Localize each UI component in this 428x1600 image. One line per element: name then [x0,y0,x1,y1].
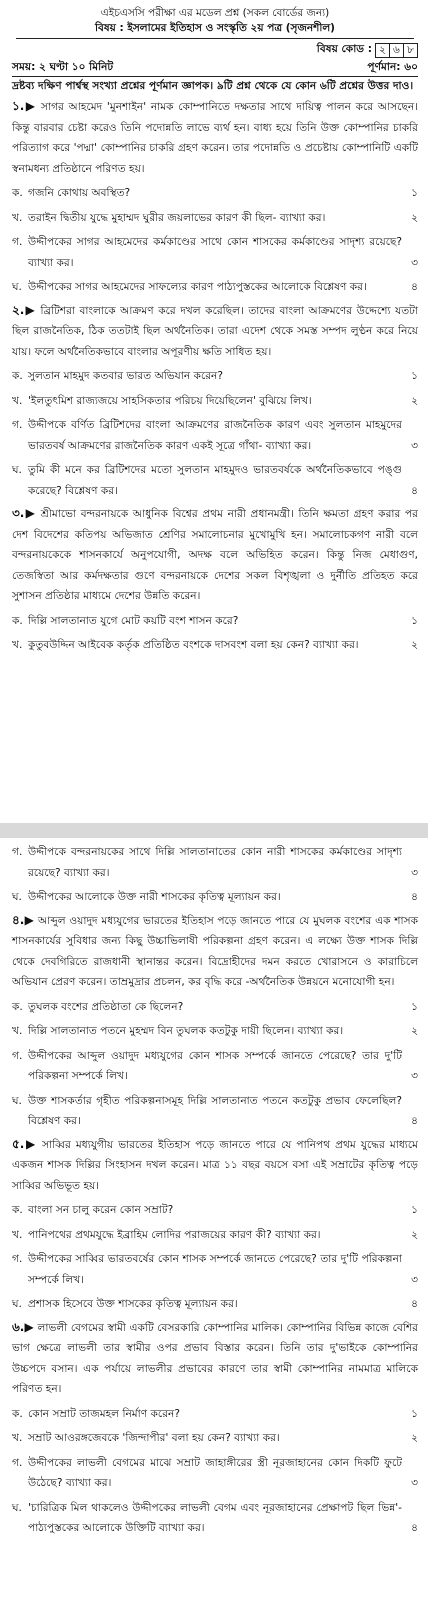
sub-question [12,1200,418,1221]
sub-question-text: তরাইন দ্বিতীয় যুদ্ধে মুহাম্মদ ঘুরীর জয়লাভের কারণ কী ছিল- ব্যাখ্যা কর। [28,211,326,224]
sub-question-mark: ৩ [411,1477,418,1489]
sub-question-label: ঘ. [12,1094,22,1107]
sub-question-text: সম্রাট আওরঙ্গজেবকে 'জিন্দাপীর' বলা হয় কেন? ব্যাখ্যা কর। [28,1432,280,1444]
sub-question-label: ক. [12,1204,23,1216]
question-stem [12,96,418,179]
sub-question-mark: ২ [411,211,418,224]
question-block [12,910,418,1132]
sub-question [12,1225,418,1246]
stem-text: আব্দুল ওয়াদুদ মধ্যযুগের ভারতের ইতিহাস পড়ে জানতে পারে যে মুঘলক বংশের এক শাসক শাসনকার্যের সুবিধার জন্য কিছু উচ্চাভিলাষী পরিকল্পনা গ্রহণ করেন। এ লক্ষ্যে উক্ত শাসক দিল্লি থেকে দেবগিরিতে রাজধানী স্থানান্তর করেন। বিদ্রোহীদের দমন করতে খোরাসনে ও কারাচিলে অভিযান প্রেরণ করেন। তাম্রমুদ্রার প্রচলন, কর বৃদ্ধি করে -অর্থনৈতিক উন্নয়নে মনোযোগী হন। [12,914,418,988]
sub-question-label: খ. [12,394,23,407]
sub-question-label: গ. [12,1456,23,1469]
sub-question-text: গজনি কোথায় অবস্থিত? [28,187,131,199]
sub-question [12,1249,418,1290]
question-block [12,300,418,502]
sub-question-mark: ৩ [411,1070,418,1082]
sub-question-text: কুতুবউদ্দিন আইবেক কর্তৃক প্রতিষ্ঠিত বংশকে দাসবংশ বলা হয় কেন? ব্যাখ্যা কর। [28,639,359,651]
sub-question-text: বাংলা সন চালু করেন কোন সম্রাট? [28,1204,174,1216]
sub-question [12,415,418,456]
exam-time: সময়: ২ ঘণ্টা ১০ মিনিট [12,61,114,73]
sub-question-mark: ৪ [411,1522,418,1534]
sub-question-label: ক. [12,187,23,199]
stem-text: শ্রীমাভো বন্দরনায়কে আধুনিক বিশ্বের প্রথম নারী প্রধানমন্ত্রী। তিনি ক্ষমতা গ্রহণ করার পর দেশ বিদেশের কতিপয় অভিজাত শ্রেণির সমালোচনার মুখোমুখি হন। সমালোচকগণ নারী বলে বন্দরনায়কেকে শাসনকার্যে অনুপযোগী, অদক্ষ বলে অভিহিত করেন। কিন্তু নিজ মেধাগুণ, তেজস্বিতা আর কর্মদক্ষতার গুণে বন্দরনায়কে দেশের সকল বিশৃঙ্খলা ও দুর্নীতি প্রতিহত করে সুশাসন প্রতিষ্ঠার মাধ্যমে দেশের উন্নতি করেন। [12,508,418,602]
sub-question-text: উদ্দীপকে বন্দরনায়কের সাথে দিল্লি সালতানাতের কোন নারী শাসকের কর্মকাণ্ডের সাদৃশ্য রয়েছে? ব্যাখ্যা কর। [28,846,402,879]
question-block [12,503,418,656]
question-block [12,1317,418,1539]
sub-question-label: খ. [12,1025,23,1037]
sub-question-mark: ২ [411,394,418,407]
sub-question-text: উক্ত শাসকর্তার গৃহীত পরিকল্পনাসমূহ দিল্লি সালতানাত পতনে কতটুকু প্রভাব ফেলেছিল? বিশ্লেষণ কর। [28,1094,402,1127]
sub-question-text: উদ্দীপকের আব্দুল ওয়াদুদ মধ্যযুগের কোন শাসক সম্পর্কে জানতে পেরেছে? তার দু'টি পরিকল্পনা সম্পর্কে লিখ। [28,1049,402,1082]
sub-question-text: উদ্দীপকে বর্ণিত ব্রিটিশদের বাংলা আক্রমণের রাজনৈতিক কারণ এবং সুলতান মাহমুদের ভারতবর্ষ আক্রমণের রাজনৈতিক কারণ একই সূত্রে গাঁথা- ব্যাখ্যা কর। [28,419,402,452]
sub-question-label: ক. [12,370,23,382]
question-number: ২.▶ [12,302,36,317]
sub-question-text: প্রশাসক হিসেবে উক্ত শাসকের কৃতিত্ব মূল্যায়ন কর। [28,1298,238,1310]
sub-question-text: উদ্দীপকের আলোকে উক্ত নারী শাসকের কৃতিত্ব মূল্যায়ন কর। [28,891,281,903]
subject-code-row [12,43,418,57]
sub-question-mark: ৩ [411,866,418,879]
sub-question-label: ঘ. [12,891,22,903]
sub-question-mark: ২ [411,1228,418,1241]
sub-question-text: উদ্দীপকের লাভলী বেগমের মাঝে সম্রাট জাহাঙ্গীরের স্ত্রী নূরজাহানের কোন দিকটি ফুটে উঠেছে? ব্যাখ্যা কর। [28,1456,402,1489]
sub-question-mark: ১ [411,1407,418,1420]
question-stem [12,1317,418,1400]
question-stem [12,1134,418,1197]
sub-question-label: খ. [12,1432,23,1444]
sub-question-mark: ২ [411,639,418,651]
sub-question-mark: ১ [411,1000,418,1013]
sub-question-mark: ৪ [411,1298,418,1310]
sub-question-mark: ১ [411,370,418,382]
sub-question [12,1428,418,1449]
sub-question-label: গ. [12,846,23,858]
sub-question-mark: ১ [411,1204,418,1216]
sub-question [12,1046,418,1087]
sub-question-text: দিল্লি সালতানাত যুগে মোট কয়টি বংশ শাসন করে? [28,614,239,627]
sub-question-text: 'ইলতুৎমিশ রাজ্যজয়ে সাহসিকতার পরিচয় দিয়েছিলেন' বুঝিয়ে লিখ। [28,394,312,407]
subject-code-digit: ৬ [389,43,404,58]
sub-question-label: ঘ. [12,464,22,476]
sub-question-label: ক. [12,614,23,627]
sub-question-mark: ২ [411,1025,418,1037]
sub-question-text: 'চারিত্রিক মিল থাকলেও উদ্দীপকের লাভলী বেগম এবং নূরজাহানের প্রেক্ষাপট ছিল ভিন্ন'- পাঠ্যপুস্তকের আলোকে উক্তিটি ব্যাখ্যা কর। [28,1501,402,1534]
sub-question-mark: ৪ [411,281,418,293]
sub-question [12,1404,418,1425]
sub-question-mark: ৩ [411,256,418,269]
sub-question-text: উদ্দীপকের সাব্বির ভারতবর্ষের কোন শাসক সম্পর্কে জানতে পেরেছে? তার দু'টি পরিকল্পনা সম্পর্কে লিখ। [28,1253,402,1286]
sub-question-label: খ. [12,211,23,224]
sub-question-label: খ. [12,1228,23,1241]
question-block [12,1134,418,1315]
question-number: ৬.▶ [12,1319,34,1334]
sub-question-text: তুমি কী মনে কর ব্রিটিশদের মতো সুলতান মাহমুদও ভারতবর্ষকে অর্থনৈতিকভাবে পঙ্গু করেছে? বিশ্লেষণ কর। [28,464,402,497]
sub-question [12,887,418,908]
sub-question [12,1091,418,1132]
stem-text: সাব্বির মধ্যযুগীয় ভারতের ইতিহাস পড়ে জানতে পারে যে পানিপথ প্রথম যুদ্ধের মাধ্যমে একজন শাসক দিল্লির সিংহাসন দখল করেন। মাত্র ১১ বছর বয়সে বসা এই সম্রাটের কৃতিত্ব পড়ে সাব্বির অভিভূত হয়। [12,1138,418,1192]
sub-question [12,232,418,273]
sub-question-text: কোন সম্রাট তাজমহল নির্মাণ করেন? [28,1407,180,1420]
sub-question-mark: ৩ [411,439,418,452]
sub-question [12,635,418,656]
sub-question-text: উদ্দীপকের সাগর আহমেদের কর্মকাণ্ডের সাথে কোন শাসকের কর্মকাণ্ডের সাদৃশ্য রয়েছে? ব্যাখ্যা কর। [28,236,402,269]
sub-question-label: গ. [12,236,23,248]
sub-question [12,277,418,298]
time-marks-row [12,60,418,77]
sub-question-text: দিল্লি সালতানাত পতনে মুহম্মদ বিন তুঘলক কতটুকু দায়ী ছিলেন। ব্যাখ্যা কর। [28,1025,344,1037]
subject-code-boxes [376,43,418,58]
question-stem [12,910,418,993]
question-number: ১.▶ [12,99,37,113]
sub-question [12,460,418,501]
sub-question-mark: ১ [411,187,418,199]
sub-question [12,997,418,1018]
sub-question [12,1453,418,1494]
subject-code-digit: ৮ [403,43,418,58]
sub-question-label: গ. [12,1253,23,1265]
sub-question-mark: ২ [411,1432,418,1444]
sub-question-mark: ৪ [411,891,418,903]
sub-question-label: ক. [12,1407,23,1420]
subject-code-digit: ২ [375,43,390,58]
sub-question-mark: ১ [411,614,418,627]
sub-question-mark: ৪ [411,1115,418,1127]
question-block [12,842,418,908]
sub-question [12,391,418,412]
stem-text: লাভলী বেগমের স্বামী একটি বেসরকারি কোম্পানির মালিক। কোম্পানির বিভিন্ন কাজে বেশির ভাগ ক্ষেত্রে লাভলী তার স্বামীর ওপর প্রভাব বিস্তার করেন। তিনি তার দু'ভাইকে কোম্পানির উচ্চপদে বসান। এক পর্যায়ে লাভলীর প্রভাবের কারণে তার স্বামী কোম্পানির নামমাত্র মালিকে পরিণত হন। [12,1321,419,1395]
sub-question-label: ঘ. [12,1298,22,1310]
stem-text: ব্রিটিশরা বাংলাকে আক্রমণ করে দখল করেছিল। তাদের বাংলা আক্রমণের উদ্দেশ্যে যতটা ছিল রাজনৈতিক, ঠিক ততটাই ছিল অর্থনৈতিক। তারা এদেশ থেকে সমস্ত সম্পদ লুণ্ঠন করে নিয়ে যায়। ফলে অর্থনৈতিকভাবে বাংলার অপূরণীয় ক্ষতি সাধিত হয়। [12,304,418,358]
sub-question [12,366,418,387]
sub-question-label: খ. [12,639,23,651]
question-block [12,96,418,298]
sub-question [12,611,418,632]
sub-question [12,842,418,883]
question-number: ৩.▶ [12,506,37,520]
sub-question-text: তুঘলক বংশের প্রতিষ্ঠাতা কে ছিলেন? [28,1000,184,1013]
sub-question-label: ঘ. [12,281,22,293]
sub-question [12,183,418,204]
exam-header-line: এইচএসসি পরীক্ষা এর মডেল প্রশ্ন (সকল বোর্ডের জন্য) [100,7,330,19]
question-number: ৫.▶ [12,1136,37,1151]
question-stem [12,503,418,607]
sub-question-label: গ. [12,419,23,431]
sub-question [12,208,418,229]
sub-question-text: উদ্দীপকের সাগর আহমেদের সাফল্যের কারণ পাঠ্যপুস্তকের আলোকে বিশ্লেষণ কর। [28,281,367,293]
exam-page-2 [0,838,428,1600]
question-number: ৪.▶ [12,912,35,927]
sub-question-text: সুলতান মাহমুদ কতবার ভারত অভিযান করেন? [28,370,223,382]
sub-question-label: গ. [12,1049,23,1062]
instruction-note: দ্রষ্টব্য দক্ষিণ পার্শ্বস্থ সংখ্যা প্রশ্নের পূর্ণমান জ্ঞাপক। ৯টি প্রশ্ন থেকে যে কোন ৬টি প্রশ্নের উত্তর দাও। [12,80,414,92]
sub-question-mark: ৩ [411,1273,418,1286]
sub-question-text: পানিপথের প্রথমযুদ্ধে ইব্রাহিম লোদির পরাজয়ের কারণ কী? ব্যাখ্যা কর। [28,1228,321,1241]
subject-code-label: বিষয় কোড : [316,42,372,55]
question-stem [12,300,418,363]
stem-text: সাগর আহমেদ 'মুনশাইন' নামক কোম্পানিতে দক্ষতার সাথে দায়িত্ব পালন করে আসছেন। কিন্তু বারবার চেষ্টা করেও তিনি পদোন্নতি লাভে ব্যর্থ হন। বাধ্য হয়ে তিনি উক্ত কোম্পানির চাকরি পরিত্যাগ করে 'পদ্মা' কোম্পানির চাকরি গ্রহণ করেন। তার পদোন্নতি ও প্রচেষ্টায় কোম্পানিটি একটি স্বনামধন্য প্রতিষ্ঠানে পরিণত হয়। [12,101,418,175]
sub-question [12,1498,418,1539]
page-separator [0,823,428,838]
sub-question-label: ঘ. [12,1501,22,1514]
sub-question [12,1021,418,1042]
full-marks: পূর্ণমান: ৬০ [367,61,418,73]
sub-question [12,1294,418,1315]
sub-question-mark: ৪ [411,484,418,497]
subject-title: বিষয় : ইসলামের ইতিহাস ও সংস্কৃতি ২য় পত্র (সৃজনশীল) [16,21,414,39]
sub-question-label: ক. [12,1000,23,1013]
